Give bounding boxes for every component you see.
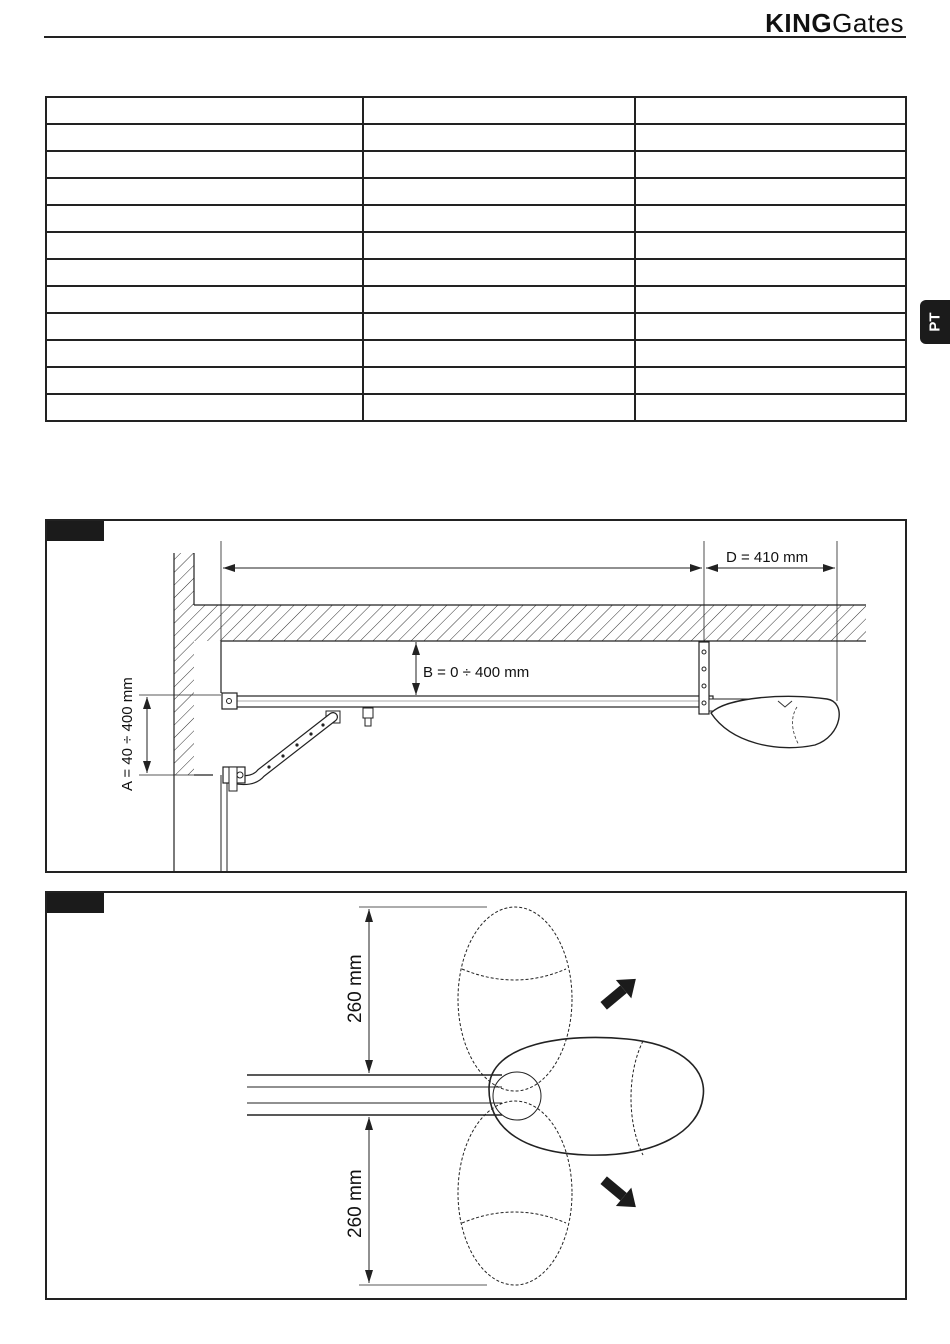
- table-cell: [46, 124, 363, 151]
- table-row: [46, 340, 906, 367]
- figure-motor-rotation-view: [45, 891, 907, 1300]
- table-cell: [635, 151, 906, 178]
- dim-top-arrow-down: [365, 1060, 373, 1073]
- language-tab[interactable]: [920, 300, 950, 344]
- dim-top-label: 260 mm: [345, 954, 366, 1023]
- table-cell: [363, 178, 635, 205]
- table-cell: [635, 97, 906, 124]
- ceiling-hanger: [699, 642, 709, 714]
- stop-block: [363, 708, 373, 718]
- dim-bottom-label: 260 mm: [345, 1169, 366, 1238]
- table-cell: [363, 259, 635, 286]
- dim-b-arrow-bottom: [412, 683, 420, 695]
- table-row: [46, 232, 906, 259]
- arm-hole: [295, 743, 298, 746]
- table-row: [46, 313, 906, 340]
- table-cell: [46, 232, 363, 259]
- table-cell: [635, 205, 906, 232]
- arm-hole: [309, 732, 312, 735]
- spec-table: [45, 96, 907, 422]
- table-cell: [635, 340, 906, 367]
- door-arm-fill: [233, 717, 333, 780]
- dim-a-arrow-bottom: [143, 761, 151, 773]
- table-cell: [363, 286, 635, 313]
- table-cell: [635, 232, 906, 259]
- table-cell: [363, 394, 635, 421]
- table-row: [46, 259, 906, 286]
- rotation-drawing: [47, 893, 905, 1298]
- table-row: [46, 178, 906, 205]
- stop-block-tab: [365, 718, 371, 726]
- motor-ghost-down: [458, 1101, 572, 1285]
- brand-logo-bold: KING: [765, 8, 833, 38]
- dim-arrow-mid-right: [706, 564, 718, 572]
- table-row: [46, 205, 906, 232]
- table-row: [46, 286, 906, 313]
- installation-drawing: [47, 521, 905, 871]
- dim-arrow-left: [223, 564, 235, 572]
- table-cell: [46, 151, 363, 178]
- table-cell: [46, 367, 363, 394]
- dim-a-arrow-top: [143, 697, 151, 709]
- dim-b-arrow-top: [412, 643, 420, 655]
- rotate-up-arrow: [596, 970, 644, 1015]
- dim-arrow-mid-left: [690, 564, 702, 572]
- brand-logo: [765, 8, 904, 39]
- brand-logo-light: Gates: [832, 8, 904, 38]
- motor-ghost-down-cover: [462, 1212, 566, 1223]
- table-cell: [635, 178, 906, 205]
- table-cell: [46, 259, 363, 286]
- table-cell: [635, 313, 906, 340]
- table-cell: [635, 367, 906, 394]
- arm-hole: [267, 765, 270, 768]
- table-cell: [46, 313, 363, 340]
- table-cell: [635, 286, 906, 313]
- table-cell: [363, 151, 635, 178]
- figure-1-tag: [47, 521, 104, 541]
- figure-2-tag: [47, 893, 104, 913]
- table-cell: [635, 124, 906, 151]
- rail-front-bracket: [222, 693, 237, 709]
- table-cell: [46, 178, 363, 205]
- motor-pivot: [493, 1072, 541, 1120]
- table-row: [46, 394, 906, 421]
- table-cell: [46, 97, 363, 124]
- spec-table-body: [46, 97, 906, 421]
- table-cell: [363, 124, 635, 151]
- dim-top-arrow-up: [365, 909, 373, 922]
- dim-bottom-arrow-up: [365, 1117, 373, 1130]
- motor-head: [711, 696, 839, 747]
- table-row: [46, 97, 906, 124]
- motor-head-cover: [631, 1041, 643, 1155]
- arm-hole: [281, 754, 284, 757]
- rail: [223, 696, 713, 707]
- motor-head: [489, 1037, 703, 1155]
- table-cell: [635, 394, 906, 421]
- table-cell: [363, 313, 635, 340]
- dim-bottom-arrow-down: [365, 1270, 373, 1283]
- ceiling-hatch: [194, 605, 866, 641]
- motor-ghost-up-cover: [462, 969, 566, 980]
- language-tab-label: PT: [926, 312, 944, 332]
- dim-b-label: B = 0 ÷ 400 mm: [423, 664, 530, 681]
- table-row: [46, 124, 906, 151]
- table-cell: [635, 259, 906, 286]
- dim-a-label: A = 40 ÷ 400 mm: [119, 677, 136, 791]
- table-cell: [363, 205, 635, 232]
- table-row: [46, 367, 906, 394]
- rotate-down-arrow: [596, 1171, 644, 1216]
- table-cell: [363, 367, 635, 394]
- arm-hole: [321, 723, 324, 726]
- table-row: [46, 151, 906, 178]
- table-cell: [46, 286, 363, 313]
- dim-arrow-right: [823, 564, 835, 572]
- header-rule: [44, 36, 906, 38]
- table-cell: [46, 205, 363, 232]
- table-cell: [363, 340, 635, 367]
- table-cell: [363, 232, 635, 259]
- door-bracket-plate: [229, 767, 237, 791]
- table-cell: [46, 340, 363, 367]
- motor-ghost-up: [458, 907, 572, 1091]
- table-cell: [46, 394, 363, 421]
- table-cell: [363, 97, 635, 124]
- figure-installation-side-view: [45, 519, 907, 873]
- wall-hatch: [174, 553, 194, 775]
- dim-d-label: D = 410 mm: [726, 549, 809, 566]
